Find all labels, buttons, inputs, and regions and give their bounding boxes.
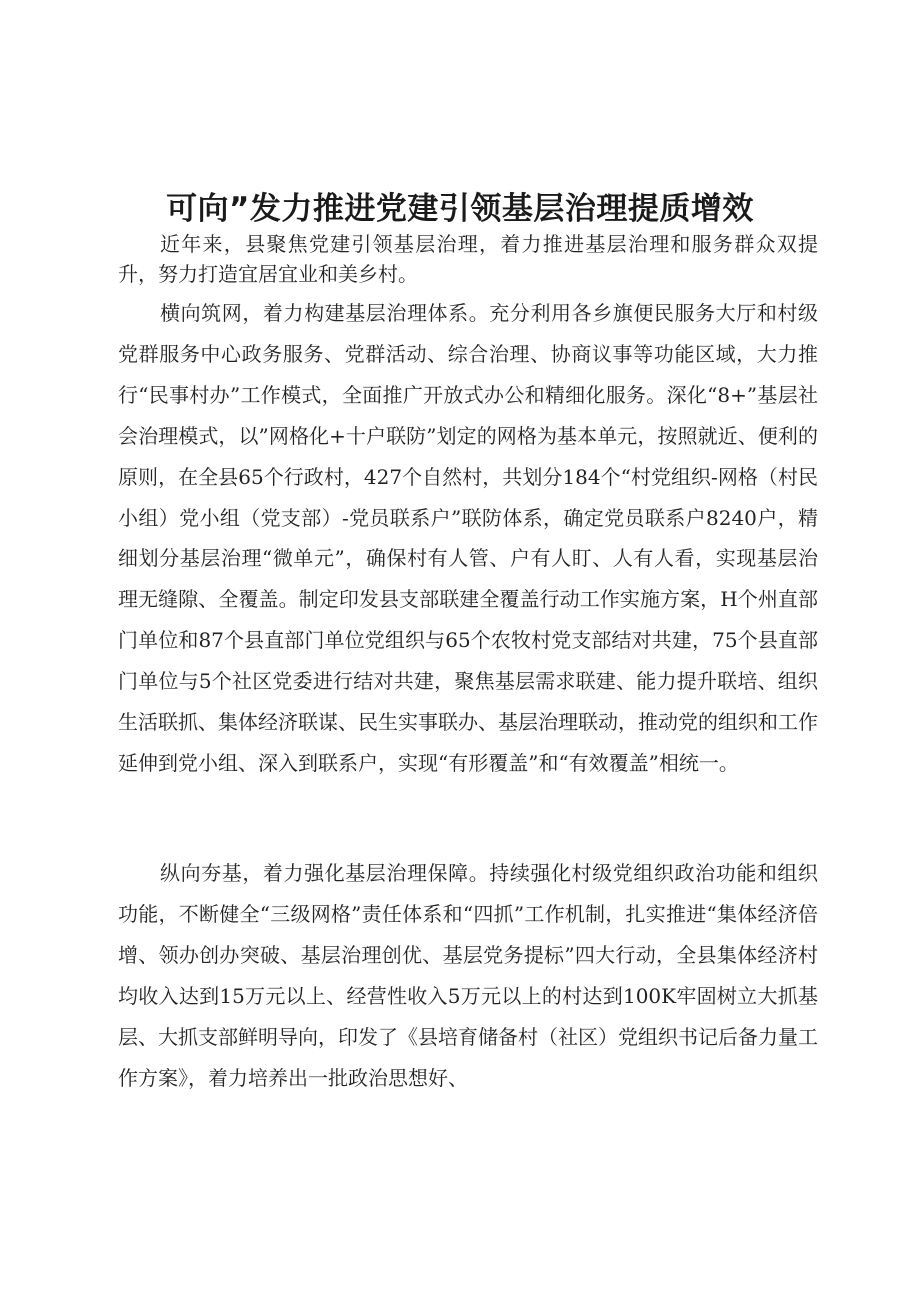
paragraph-horizontal-network: 横向筑网，着力构建基层治理体系。充分利用各乡旗便民服务大厅和村级党群服务中心政务服务、党群活动、综合治理、协商议事等功能区域，大力推行“民事村办”工作模式，全面推广开放式办公和精细化服务。深化“8+”基层社会治理模式，以”网格化+十户联防”划定的网格为基本单元，按照就近、便利的原则，在全县65个行政村，427个自然村，共划分184个“村党组织-网格（村民小组）党小组（党支部）-党员联系户”联防体系，确定党员联系户8240户，精细划分基层治理“微单元”，确保村有人管、户有人盯、人有人看，实现基层治理无缝隙、全覆盖。制定印发县支部联建全覆盖行动工作实施方案，H个州直部门单位和87个县直部门单位党组织与65个农牧村党支部结对共建，75个县直部门单位与5个社区党委进行结对共建，聚焦基层需求联建、能力提升联培、组织生活联抓、集体经济联谋、民生实事联办、基层治理联动，推动党的组织和工作延伸到党小组、深入到联系户，实现“有形覆盖”和“有效覆盖”相统一。 bbox=[118, 301, 818, 775]
paragraph-intro: 近年来，县聚焦党建引领基层治理，着力推进基层治理和服务群众双提升，努力打造宜居宜业和美乡村。 bbox=[118, 232, 818, 286]
document-title: 可向”发力推进党建引领基层治理提质增效 bbox=[166, 190, 754, 227]
paragraph-vertical-foundation: 纵向夯基，着力强化基层治理保障。持续强化村级党组织政治功能和组织功能，不断健全“三级网格”责任体系和“四抓”工作机制，扎实推进“集体经济倍增、领办创办突破、基层治理创优、基层党务提标”四大行动，全县集体经济村均收入达到15万元以上、经营性收入5万元以上的村达到100K牢固树立大抓基层、大抓支部鲜明导向，印发了《县培育储备村（社区）党组织书记后备力量工作方案》，着力培养出一批政治思想好、 bbox=[118, 861, 818, 1090]
